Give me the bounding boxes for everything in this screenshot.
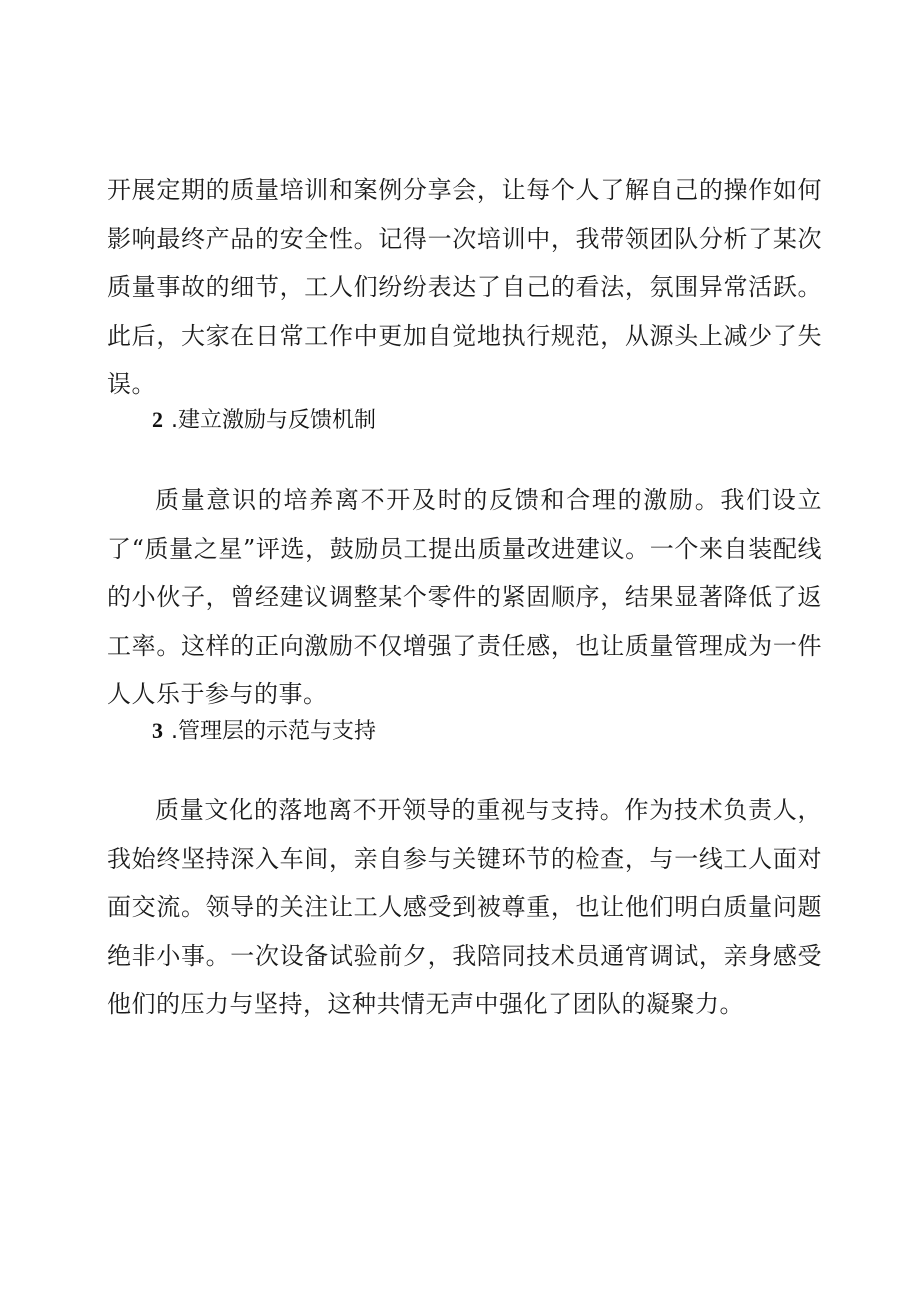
paragraph-leadership: 质量文化的落地离不开领导的重视与支持。作为技术负责人，我始终坚持深入车间，亲自参与关键环节的检查，与一线工人面对面交流。领导的关注让工人感受到被尊重，也让他们明白质量问题绝非小事。一次设备试验前夕，我陪同技术员通宵调试，亲身感受他们的压力与坚持，这种共情无声中强化了团队的凝聚力。	[107, 796, 822, 1018]
section-heading-leadership	[152, 716, 376, 747]
section-title: .管理层的示范与支持	[171, 719, 376, 744]
paragraph-incentive: 质量意识的培养离不开及时的反馈和合理的激励。我们设立了“质量之星”评选，鼓励员工提出质量改进建议。一个来自装配线的小伙子，曾经建议调整某个零件的紧固顺序，结果显著降低了返工率。这样的正向激励不仅增强了责任感，也让质量管理成为一件人人乐于参与的事。	[107, 486, 822, 708]
section-heading-incentive	[152, 405, 376, 436]
section-number: 2	[152, 407, 163, 432]
section-number: 3	[152, 718, 163, 743]
paragraph-training: 开展定期的质量培训和案例分享会，让每个人了解自己的操作如何影响最终产品的安全性。记得一次培训中，我带领团队分析了某次质量事故的细节，工人们纷纷表达了自己的看法，氛围异常活跃。此后，大家在日常工作中更加自觉地执行规范，从源头上减少了失误。	[107, 176, 822, 398]
section-title: .建立激励与反馈机制	[171, 408, 376, 433]
